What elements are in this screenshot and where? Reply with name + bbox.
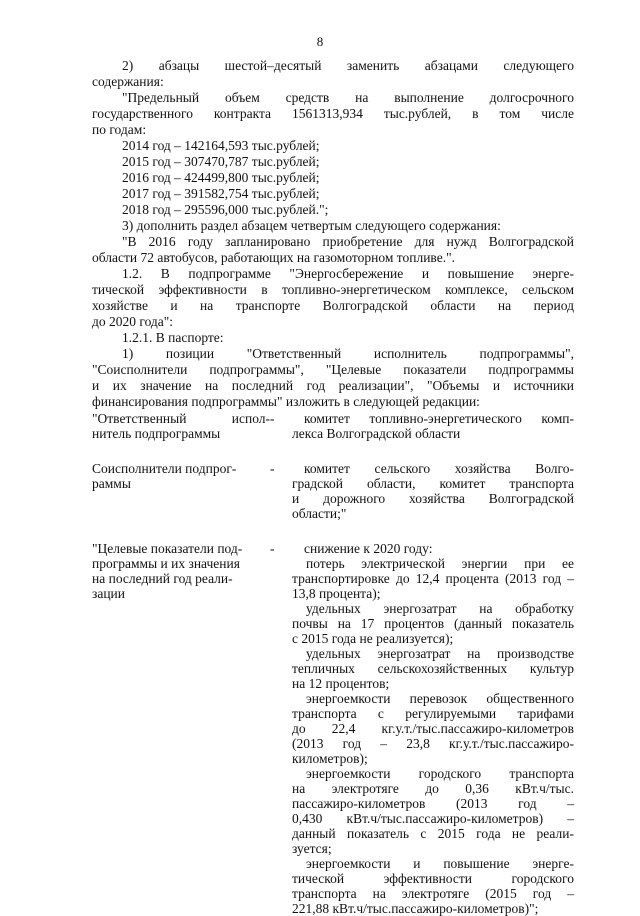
page-number: 8	[316, 34, 324, 49]
value-line: транспорта на электротяге (2015 год –	[292, 886, 574, 901]
value-line: на электротяге до 0,36 кВт.ч/тыс.	[292, 781, 574, 796]
year-line: 2015 год – 307470,787 тыс.рублей;	[122, 154, 320, 169]
paragraph: содержания:	[92, 74, 164, 89]
paragraph: до 2020 года":	[92, 314, 174, 329]
value-line: 13,8 процента);	[292, 586, 381, 601]
value-line: зуется;	[292, 841, 332, 856]
paragraph: "Соисполнители подпрограммы", "Целевые показатели подпрограммы	[92, 362, 574, 377]
paragraph: финансирования подпрограммы" изложить в следующей редакции:	[92, 394, 480, 409]
value-line: пассажиро-километров (2013 год –	[292, 796, 574, 811]
value-line: 0,430 кВт.ч/тыс.пассажиро-километров) –	[292, 811, 574, 826]
year-line: 2014 год – 142164,593 тыс.рублей;	[122, 138, 320, 153]
paragraph: и их значение на последний год реализации", "Объемы и источники	[92, 378, 574, 393]
value-line: комитет сельского хозяйства Волго-	[304, 461, 574, 476]
table-row	[92, 541, 574, 916]
label-line: программы и их значения	[92, 556, 240, 571]
paragraph: тической эффективности в топливно-энергетическом комплексе, сельском	[92, 282, 574, 297]
table-row	[92, 461, 574, 521]
table-row-dash: -	[270, 461, 275, 476]
paragraph: 2) абзацы шестой–десятый заменить абзацами следующего	[122, 58, 574, 73]
year-line: 2017 год – 391582,754 тыс.рублей;	[122, 186, 320, 201]
value-line: почвы на 17 процентов (данный показатель	[292, 616, 574, 631]
value-line: транспорта с регулируемыми тарифами	[292, 706, 574, 721]
label-line: зации	[92, 586, 125, 601]
passport-table	[92, 411, 574, 916]
label-line: раммы	[92, 476, 131, 491]
paragraph: 1) позиции "Ответственный исполнитель подпрограммы",	[122, 346, 574, 361]
table-row-value	[292, 461, 574, 521]
value-line: удельных энергозатрат на обработку	[306, 601, 574, 616]
table-row-dash: -	[270, 541, 275, 556]
paragraph: "В 2016 году запланировано приобретение для нужд Волгоградской	[122, 234, 574, 249]
value-line: тепличных сельскохозяйственных культур	[292, 661, 574, 676]
value-line: до 22,4 кг.у.т./тыс.пассажиро-километров	[292, 721, 574, 736]
paragraph: государственного контракта 1561313,934 тыс.рублей, в том числе	[92, 106, 574, 121]
label-line: на последний год реали-	[92, 571, 233, 586]
table-row-label	[92, 541, 270, 916]
label-line: Соисполнители подпрог-	[92, 461, 237, 476]
paragraph: хозяйстве и на транспорте Волгоградской области на период	[92, 298, 574, 313]
value-line: градской области, комитет транспорта	[292, 476, 574, 491]
value-line: с 2015 года не реализуется);	[292, 631, 454, 646]
value-line: комитет топливно-энергетического комп-	[304, 411, 574, 426]
table-row-value	[292, 411, 574, 441]
table-row-value	[292, 541, 574, 916]
year-line: 2016 год – 424499,800 тыс.рублей;	[122, 170, 320, 185]
value-line: на 12 процентов;	[292, 676, 390, 691]
value-line: энергоемкости перевозок общественного	[306, 691, 574, 706]
paragraph: 1.2.1. В паспорте:	[122, 330, 224, 345]
table-row-label	[92, 411, 270, 441]
value-line: транспортировке до 12,4 процента (2013 год –	[292, 571, 574, 586]
value-line: данный показатель с 2015 года не реали-	[292, 826, 574, 841]
year-line: 2018 год – 295596,000 тыс.рублей.";	[122, 202, 329, 217]
value-line: и дорожного хозяйства Волгоградской	[292, 491, 574, 506]
table-row-dash: -	[270, 411, 275, 426]
value-line: потерь электрической энергии при ее	[306, 556, 574, 571]
label-line: "Ответственный испол-	[92, 411, 270, 426]
label-line: нитель подпрограммы	[92, 426, 221, 441]
value-line: километров);	[292, 751, 368, 766]
document-body	[92, 58, 574, 916]
paragraph: по годам:	[92, 122, 147, 137]
paragraph: области 72 автобусов, работающих на газомоторном топливе.".	[92, 250, 455, 265]
paragraph: 3) дополнить раздел абзацем четвертым следующего содержания:	[122, 218, 501, 233]
value-line: тической эффективности городского	[292, 871, 574, 886]
value-line: энергоемкости городского транспорта	[306, 766, 574, 781]
value-line: 221,88 кВт.ч/тыс.пассажиро-километров)";	[292, 901, 539, 916]
table-row-label	[92, 461, 270, 521]
value-line: (2013 год – 23,8 кг.у.т./тыс.пассажиро-	[292, 736, 574, 751]
value-heading: снижение к 2020 году:	[304, 541, 433, 556]
value-line: удельных энергозатрат на производстве	[306, 646, 574, 661]
table-row	[92, 411, 574, 441]
paragraph: "Предельный объем средств на выполнение долгосрочного	[122, 90, 574, 105]
label-line: "Целевые показатели под-	[92, 541, 243, 556]
paragraph: 1.2. В подпрограмме "Энергосбережение и повышение энерге-	[122, 266, 574, 281]
value-line: лекса Волгоградской области	[292, 426, 461, 441]
value-line: энергоемкости и повышение энерге-	[306, 856, 574, 871]
value-line: области;"	[292, 506, 347, 521]
